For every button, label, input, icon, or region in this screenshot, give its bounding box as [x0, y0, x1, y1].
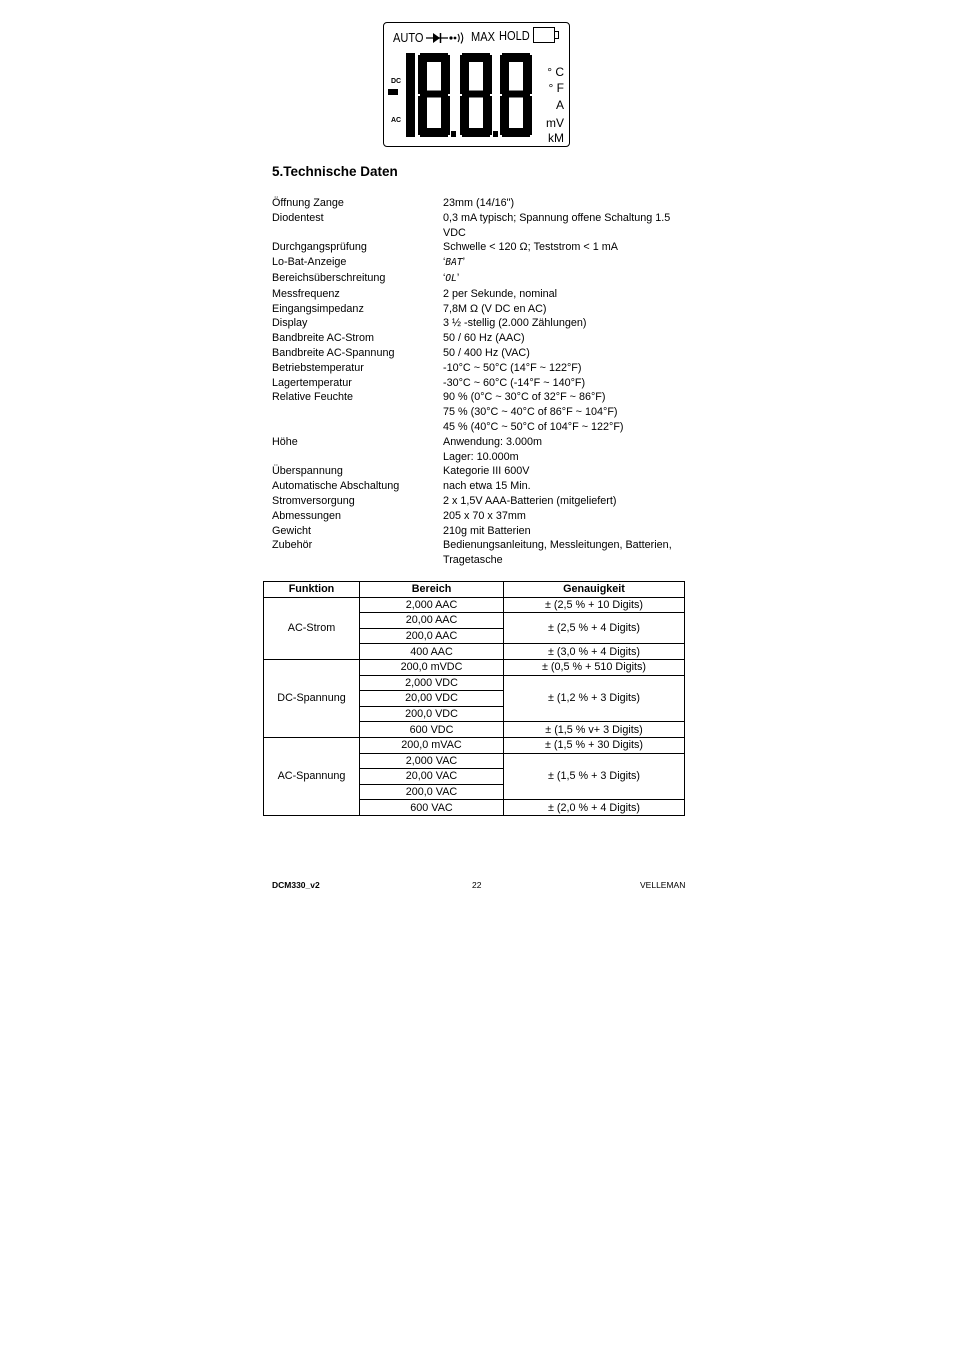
spec-value-lcd-text: BAT	[445, 257, 463, 269]
function-cell: AC-Spannung	[264, 737, 360, 815]
spec-value	[443, 271, 692, 287]
lcd-ac-label: AC	[391, 117, 402, 124]
spec-value-lcd-text: OL	[445, 272, 457, 284]
spec-value-line: 23mm (14/16")	[443, 197, 515, 209]
range-cell: 20,00 AAC	[360, 613, 504, 629]
range-cell: 20,00 VAC	[360, 769, 504, 785]
spec-value	[443, 287, 692, 302]
spec-value-line: 50 / 400 Hz (VAC)	[443, 346, 530, 359]
range-cell: 200,0 mVDC	[360, 659, 504, 675]
spec-value	[443, 464, 692, 479]
range-cell: 200,0 AAC	[360, 628, 504, 644]
footer-brand: VELLEMAN	[640, 880, 686, 890]
spec-value-line: 0,3 mA typisch; Spannung offene Schaltung 1.5	[443, 211, 671, 224]
spec-value-line: Lager: 10.000m	[443, 450, 519, 463]
range-cell: 200,0 VDC	[360, 706, 504, 722]
spec-value-line: 2 x 1,5V AAA-Batterien (mitgeliefert)	[443, 494, 617, 507]
range-cell: 400 AAC	[360, 644, 504, 660]
table-row	[264, 597, 685, 613]
lcd-hold-label: HOLD	[499, 28, 530, 43]
spec-value	[443, 346, 692, 361]
battery-icon	[533, 27, 555, 43]
spec-value-line: 50 / 60 Hz (AAC)	[443, 332, 525, 345]
lcd-max-label: MAX	[471, 29, 495, 44]
spec-value-line: -10°C ~ 50°C (14°F ~ 122°F)	[443, 361, 582, 374]
spec-label: Display	[272, 317, 308, 330]
lcd-auto-label: AUTO	[393, 30, 424, 45]
range-cell: 2,000 AAC	[360, 597, 504, 613]
spec-value	[443, 255, 692, 271]
spec-label: Bandbreite AC-Spannung	[272, 346, 395, 359]
spec-value-line: -30°C ~ 60°C (-14°F ~ 140°F)	[443, 376, 586, 389]
function-cell: DC-Spannung	[264, 659, 360, 737]
spec-value-line: nach etwa 15 Min.	[443, 480, 531, 493]
header-range: Bereich	[360, 582, 504, 598]
table-row	[264, 659, 685, 675]
spec-label: Abmessungen	[272, 509, 342, 522]
lcd-digit-segment	[441, 55, 450, 94]
range-cell: 2,000 VAC	[360, 753, 504, 769]
spec-label: Öffnung Zange	[272, 197, 344, 209]
spec-value	[443, 302, 692, 317]
accuracy-table	[263, 581, 685, 816]
accuracy-cell: ± (2,5 % + 10 Digits)	[504, 597, 685, 613]
table-header-row	[264, 582, 685, 598]
spec-row	[272, 240, 692, 255]
spec-row	[272, 509, 692, 524]
spec-value-line: VDC	[443, 226, 466, 239]
accuracy-cell: ± (3,0 % + 4 Digits)	[504, 644, 685, 660]
spec-row	[272, 271, 692, 287]
lcd-decimal-point	[493, 131, 498, 137]
spec-value	[443, 196, 692, 211]
spec-value	[443, 509, 692, 524]
range-cell: 600 VAC	[360, 800, 504, 816]
spec-label: Bereichsüberschreitung	[272, 271, 386, 284]
spec-label: Betriebstemperatur	[272, 361, 364, 374]
accuracy-cell: ± (1,2 % + 3 Digits)	[504, 675, 685, 722]
lcd-seven-segment-digits	[388, 51, 540, 141]
spec-value	[443, 240, 692, 255]
diode-icon	[426, 32, 448, 44]
spec-value-line: 90 % (0°C ~ 30°C of 32°F ~ 86°F)	[443, 391, 606, 404]
spec-label: Gewicht	[272, 524, 312, 537]
lcd-digit-segment	[500, 55, 509, 94]
spec-value	[443, 316, 692, 331]
spec-value-quote-open: ‘	[443, 271, 446, 284]
spec-row	[272, 435, 692, 465]
spec-value	[443, 538, 692, 568]
spec-list	[272, 196, 692, 568]
accuracy-cell: ± (1,5 % + 30 Digits)	[504, 737, 685, 753]
spec-value	[443, 435, 692, 465]
spec-value-quote-close: ’	[456, 271, 460, 284]
spec-row	[272, 538, 692, 568]
accuracy-cell: ± (2,5 % + 4 Digits)	[504, 613, 685, 644]
header-accuracy: Genauigkeit	[504, 582, 685, 598]
spec-value-line: Bedienungsanleitung, Messleitungen, Batterien,	[443, 539, 672, 552]
spec-value-line: 210g mit Batterien	[443, 524, 531, 537]
spec-row	[272, 316, 692, 331]
spec-value-line: Kategorie III 600V	[443, 465, 530, 478]
spec-value-line: 2 per Sekunde, nominal	[443, 287, 558, 300]
spec-label: Lo-Bat-Anzeige	[272, 256, 347, 269]
spec-label: Eingangsimpedanz	[272, 302, 364, 315]
footer-page-number: 22	[472, 880, 482, 890]
spec-value	[443, 331, 692, 346]
spec-label: Diodentest	[272, 211, 324, 224]
accuracy-cell: ± (0,5 % + 510 Digits)	[504, 659, 685, 675]
spec-label: Überspannung	[272, 465, 343, 478]
spec-label: Stromversorgung	[272, 494, 355, 507]
lcd-dc-label: DC	[391, 78, 402, 85]
lcd-digit-segment	[502, 91, 530, 98]
spec-value-line: 7,8M Ω (V DC en AC)	[443, 302, 547, 315]
accuracy-cell: ± (1,5 % v+ 3 Digits)	[504, 722, 685, 738]
table-row	[264, 737, 685, 753]
spec-value	[443, 479, 692, 494]
spec-label: Lagertemperatur	[272, 376, 352, 389]
spec-label: Messfrequenz	[272, 287, 340, 300]
lcd-unit-fahrenheit: ° F	[548, 81, 564, 95]
lcd-digit-segment	[483, 55, 492, 94]
spec-row	[272, 390, 692, 434]
spec-row	[272, 376, 692, 391]
spec-row	[272, 196, 692, 211]
spec-row	[272, 494, 692, 509]
spec-value	[443, 494, 692, 509]
lcd-unit-millivolt: mV	[546, 116, 564, 130]
spec-row	[272, 464, 692, 479]
lcd-unit-celsius: ° C	[547, 65, 564, 79]
range-cell: 600 VDC	[360, 722, 504, 738]
spec-value-line: 75 % (30°C ~ 40°C of 86°F ~ 104°F)	[443, 406, 618, 419]
spec-label: Bandbreite AC-Strom	[272, 332, 375, 345]
spec-value-line: Schwelle < 120 Ω; Teststrom < 1 mA	[443, 241, 618, 254]
spec-label: Durchgangsprüfung	[272, 241, 367, 254]
spec-value-line: 45 % (40°C ~ 50°C of 104°F ~ 122°F)	[443, 420, 624, 433]
lcd-display-illustration	[383, 22, 570, 147]
spec-row	[272, 287, 692, 302]
spec-row	[272, 524, 692, 539]
spec-label: Zubehör	[272, 539, 313, 552]
range-cell: 200,0 mVAC	[360, 737, 504, 753]
section-heading: 5.Technische Daten	[272, 164, 398, 179]
range-cell: 200,0 VAC	[360, 784, 504, 800]
header-function: Funktion	[264, 582, 360, 598]
spec-value-quote-close: ’	[462, 256, 465, 269]
spec-label: Automatische Abschaltung	[272, 480, 400, 493]
spec-value-line: Anwendung: 3.000m	[443, 435, 543, 448]
lcd-digit-segment	[462, 91, 490, 98]
accuracy-cell: ± (1,5 % + 3 Digits)	[504, 753, 685, 800]
spec-value-quote-open: ‘	[443, 256, 446, 269]
spec-label: Höhe	[272, 435, 298, 448]
spec-value	[443, 211, 692, 241]
lcd-digit-segment	[460, 55, 469, 94]
spec-value-line: Tragetasche	[443, 554, 503, 567]
spec-row	[272, 302, 692, 317]
accuracy-cell: ± (2,0 % + 4 Digits)	[504, 800, 685, 816]
lcd-digit-segment	[418, 96, 427, 135]
spec-value-line: 205 x 70 x 37mm	[443, 509, 526, 522]
battery-tip-icon	[555, 31, 559, 39]
spec-row	[272, 346, 692, 361]
lcd-unit-kilo-ohm: kM	[548, 131, 564, 145]
lcd-digit-segment	[418, 55, 427, 94]
continuity-icon	[449, 31, 467, 45]
lcd-digit-segment	[420, 91, 448, 98]
function-cell: AC-Strom	[264, 597, 360, 659]
lcd-digit-segment	[500, 96, 509, 135]
lcd-decimal-point	[451, 131, 456, 137]
spec-value	[443, 376, 692, 391]
spec-row	[272, 331, 692, 346]
range-cell: 2,000 VDC	[360, 675, 504, 691]
spec-value	[443, 390, 692, 434]
spec-value	[443, 361, 692, 376]
lcd-digit-segment	[460, 96, 469, 135]
spec-value	[443, 524, 692, 539]
footer-model: DCM330_v2	[272, 880, 320, 890]
lcd-digit-segment	[523, 55, 532, 94]
lcd-digit-segment	[406, 53, 415, 137]
spec-row	[272, 255, 692, 271]
range-cell: 20,00 VDC	[360, 691, 504, 707]
spec-label: Relative Feuchte	[272, 391, 354, 404]
lcd-minus-segment	[388, 89, 398, 95]
spec-row	[272, 211, 692, 241]
lcd-unit-ampere: A	[555, 98, 564, 112]
spec-row	[272, 479, 692, 494]
spec-row	[272, 361, 692, 376]
spec-value-line: 3 ½ -stellig (2.000 Zählungen)	[443, 317, 587, 330]
